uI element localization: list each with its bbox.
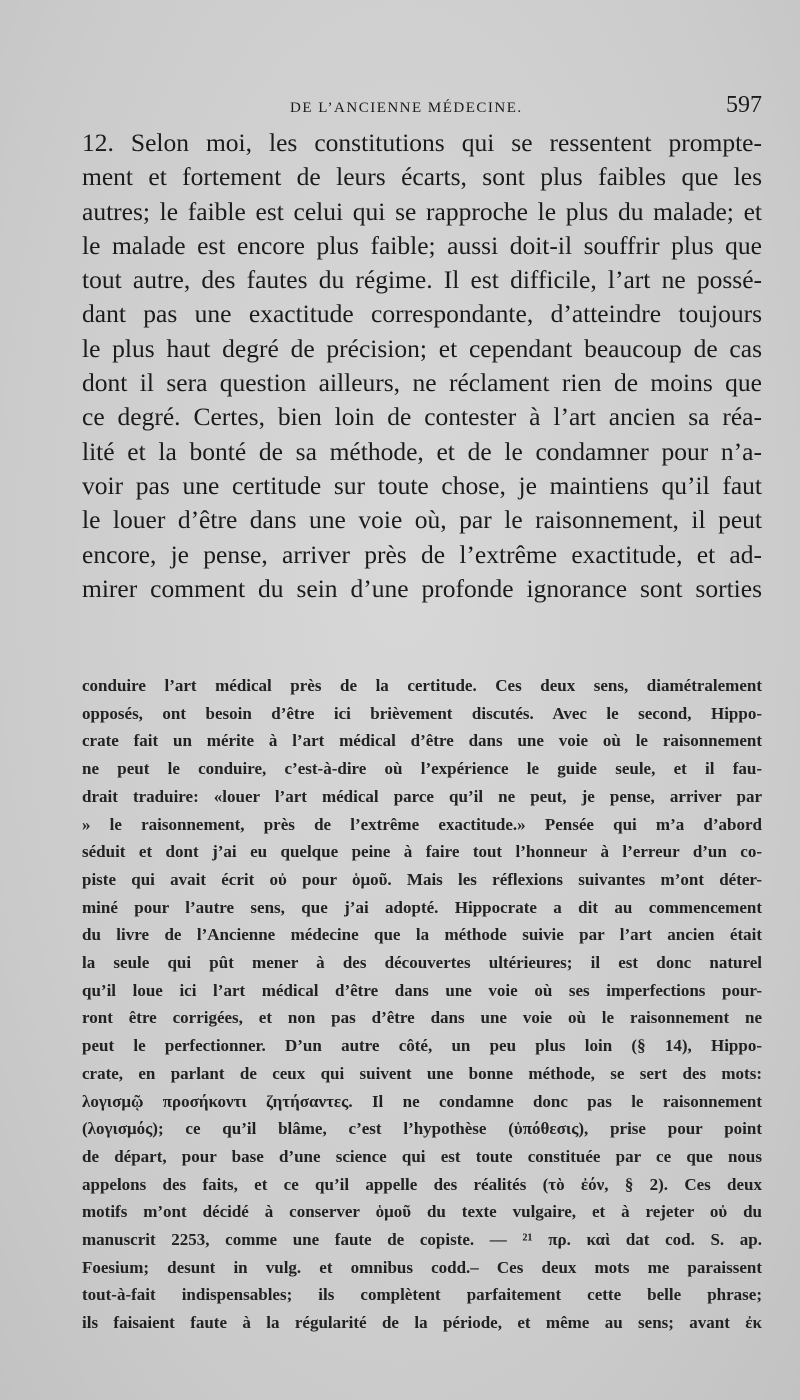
text-line: tout autre, des fautes du régime. Il est difficile, l’art ne possé-	[82, 265, 762, 295]
footnote-line: ront être corrigées, et non pas d’être dans une voie où le raisonnement ne	[82, 1008, 762, 1028]
footnote-line: tout-à-fait indispensables; ils complètent parfaitement cette belle phrase;	[82, 1285, 762, 1305]
text-line: 12. Selon moi, les constitutions qui se ressentent prompte-	[82, 128, 762, 157]
footnote-line: ne peut le conduire, c’est-à-dire où l’expérience le guide seule, et il fau-	[82, 759, 762, 779]
footnote-line: la seule qui pût mener à des découvertes ultérieures; il est donc naturel	[82, 953, 762, 973]
footnote-line: miné pour l’autre sens, que j’ai adopté. Hippocrate a dit au commencement	[82, 897, 762, 917]
footnote-line: piste qui avait écrit οὐ pour ὁμοῦ. Mais les réflexions suivantes m’ont déter-	[82, 869, 762, 889]
footnote-line: opposés, ont besoin d’être ici brièvement discutés. Avec le second, Hippo-	[82, 703, 762, 723]
text-line: le plus haut degré de précision; et cependant beaucoup de cas	[82, 333, 762, 363]
text-line: ment et fortement de leurs écarts, sont plus faibles que les	[82, 162, 762, 192]
main-text	[82, 126, 762, 606]
footnote-line: motifs m’ont décidé à conserver ὁμοῦ du texte vulgaire, et à rejeter οὐ du	[82, 1202, 762, 1222]
footnote-line: crate, en parlant de ceux qui suivent une bonne méthode, se sert des mots:	[82, 1063, 762, 1083]
text-line: ce degré. Certes, bien loin de contester à l’art ancien sa réa-	[82, 402, 762, 432]
text-line: mirer comment du sein d’une profonde ignorance sont sorties	[82, 573, 762, 603]
footnote-line: qu’il loue ici l’art médical d’être dans une voie où ses imperfections pour-	[82, 980, 762, 1000]
running-title: DE L’ANCIENNE MÉDECINE.	[290, 100, 523, 116]
footnote-line: de départ, pour base d’une science qui est toute constituée par ce que nous	[82, 1146, 762, 1166]
footnote-line: peut le perfectionner. D’un autre côté, un peu plus loin (§ 14), Hippo-	[82, 1036, 762, 1056]
text-line: lité et la bonté de sa méthode, et de le condamner pour n’a-	[82, 436, 762, 466]
footnote	[82, 672, 762, 1337]
text-line: le louer d’être dans une voie où, par le raisonnement, il peut	[82, 505, 762, 535]
page-number: 597	[726, 92, 762, 118]
footnote-line: » le raisonnement, près de l’extrême exactitude.» Pensée qui m’a d’abord	[82, 814, 762, 834]
text-line: le malade est encore plus faible; aussi doit-il souffrir plus que	[82, 230, 762, 260]
footnote-line: drait traduire: «louer l’art médical parce qu’il ne peut, je pense, arriver par	[82, 786, 762, 806]
text-line: dant pas une exactitude correspondante, d’atteindre toujours	[82, 299, 762, 329]
text-line: dont il sera question ailleurs, ne réclament rien de moins que	[82, 368, 762, 398]
footnote-line: (λογισμός); ce qu’il blâme, c’est l’hypothèse (ὑπόθεσις), prise pour point	[82, 1119, 762, 1139]
text-line: autres; le faible est celui qui se rapproche le plus du malade; et	[82, 196, 762, 226]
footnote-line: conduire l’art médical près de la certitude. Ces deux sens, diamétralement	[82, 676, 762, 695]
footnote-line: ils faisaient faute à la régularité de la période, et même au sens; avant ἐκ	[82, 1313, 762, 1333]
page-header	[80, 92, 762, 126]
text-line: voir pas une certitude sur toute chose, je maintiens qu’il faut	[82, 470, 762, 500]
footnote-line: manuscrit 2253, comme une faute de copiste. — ²¹ πρ. καὶ dat cod. S. ap.	[82, 1230, 762, 1250]
footnote-line: séduit et dont j’ai eu quelque peine à faire tout l’honneur à l’erreur d’un co-	[82, 842, 762, 862]
footnote-line: appelons des faits, et ce qu’il appelle des réalités (τὸ ἐόν, § 2). Ces deux	[82, 1174, 762, 1194]
footnote-line: λογισμῷ προσήκοντι ζητήσαντες. Il ne condamne donc pas le raisonnement	[82, 1091, 762, 1111]
text-line: encore, je pense, arriver près de l’extrême exactitude, et ad-	[82, 539, 762, 569]
footnote-line: du livre de l’Ancienne médecine que la méthode suivie par l’art ancien était	[82, 925, 762, 945]
footnote-line: Foesium; desunt in vulg. et omnibus codd.– Ces deux mots me paraissent	[82, 1257, 762, 1277]
footnote-line: crate fait un mérite à l’art médical d’être dans une voie où le raisonnement	[82, 731, 762, 751]
